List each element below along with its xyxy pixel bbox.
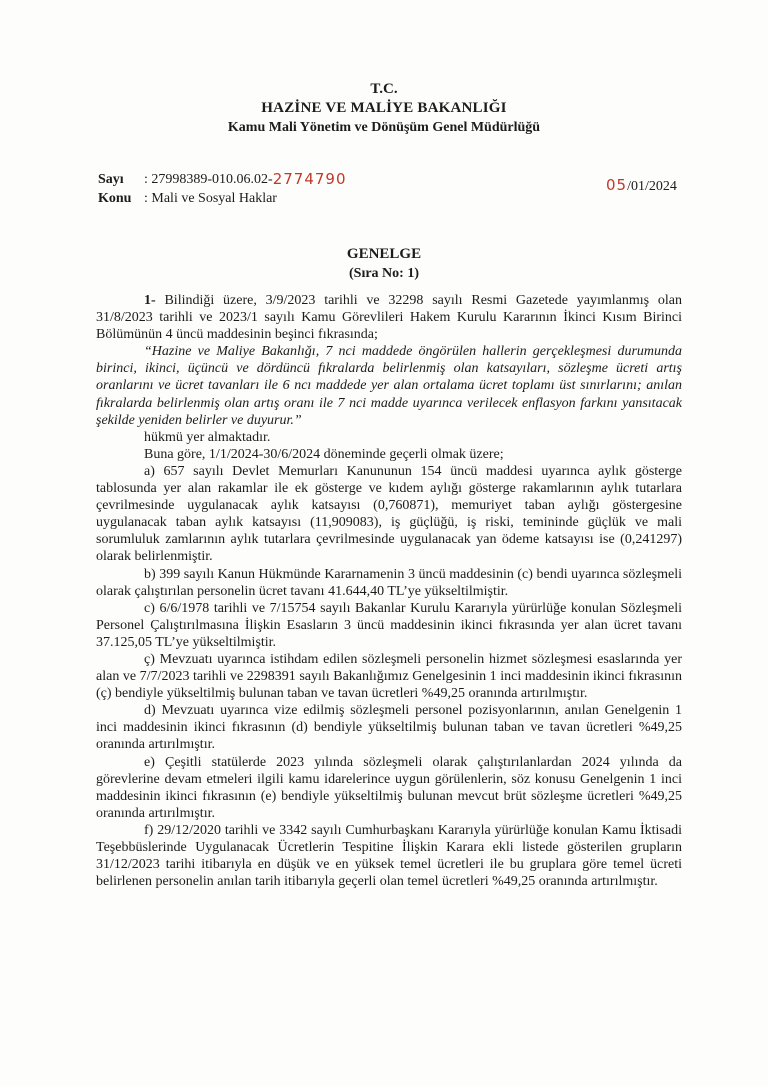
- country-name: T.C.: [370, 81, 398, 97]
- quoted-provision: “Hazine ve Maliye Bakanlığı, 7 nci maddede öngörülen hallerin gerçekleşmesi durumunda birinci, ikinci, üçüncü ve dördüncü fıkralarda belirlenmiş olan katsayıları, sözleşme ücreti artış oranlarını ve ücret tavanları ile 6 ncı maddede yer alan ortalama ücret toplamı üst sınırlarını; anılan fıkralarda belirlenmiş olan artış oranı ile 7 nci madde uyarınca verilecek enflasyon farkını yansıtacak şekilde yeniden belirler ve duyurur.”: [96, 344, 682, 428]
- item-f: f) 29/12/2020 tarihli ve 3342 sayılı Cumhurbaşkanı Kararıyla yürürlüğe konulan Kamu İktisadi Teşebbüslerinde Uygulanacak Ücretlerin Tespitine İlişkin Karara ekli listede gösterilen grupların 31/12/2023 tarihi itibarıyla en düşük ve en yüksek temel ücretleri ile bu gruplara göre temel ücreti belirlenen personelin anılan tarih itibarıyla geçerli olan temel ücretleri %49,25 oranında artırılmıştır.: [96, 822, 682, 890]
- document-date: [606, 176, 677, 195]
- item-d: d) Mevzuatı uyarınca vize edilmiş sözleşmeli personel pozisyonlarının, anılan Genelgenin 1 inci maddesinin ikinci fıkrasının (d) bendiyle yükseltilmiş bulunan taban ve tavan ücretleri %49,25 oranında artırılmıştır.: [96, 703, 682, 753]
- item-c-cedilla: ç) Mevzuatı uyarınca istihdam edilen sözleşmeli personelin hizmet sözleşmesi esaslarında yer alan ve 7/7/2023 tarihli ve 2298391 sayılı Bakanlığımız Genelgesinin 1 inci maddesinin ikinci fıkrasının (ç) bendiyle yükseltilmiş bulunan taban ve tavan ücretleri %49,25 oranında artırılmıştır.: [96, 651, 682, 702]
- konu-value: : Mali ve Sosyal Haklar: [144, 191, 277, 206]
- item-e: e) Çeşitli statülerde 2023 yılında sözleşmeli olarak çalıştırılanlardan 2024 yılında da görevlerine devam etmeleri ilgili kamu idarelerince uygun görülenlerin, söz konusu Genelgenin 1 inci maddesinin ikinci fıkrasının (e) bendiyle yükseltilmiş bulunan mevcut brüt sözleşme ücretleri %49,25 oranında artırılmıştır.: [96, 754, 682, 821]
- ministry-name: HAZİNE VE MALİYE BAKANLIĞI: [261, 100, 507, 116]
- directorate-name: Kamu Mali Yönetim ve Dönüşüm Genel Müdürlüğü: [227, 120, 541, 135]
- date-day-handwritten: 05: [606, 176, 628, 194]
- date-rest: /01/2024: [627, 179, 677, 194]
- sayi-row: [98, 170, 688, 189]
- document-body: [96, 292, 682, 890]
- konu-label: Konu: [98, 191, 132, 206]
- konu-row: [98, 189, 688, 208]
- letterhead: [0, 80, 768, 137]
- document-meta: [98, 170, 688, 208]
- paragraph-3: Buna göre, 1/1/2024-30/6/2024 döneminde geçerli olmak üzere;: [144, 446, 504, 462]
- paragraph-1-text: Bilindiği üzere, 3/9/2023 tarihli ve 32298 sayılı Resmi Gazetede yayımlanmış olan 31/8/2023 tarihli ve 2023/1 sayılı Kamu Görevlileri Hakem Kurulu Kararının İkinci Kısım Birinci Bölümünün 4 üncü maddesinin beşinci fıkrasında;: [96, 293, 682, 343]
- sayi-value: : 27998389-010.06.02-: [144, 172, 273, 187]
- item-c: c) 6/6/1978 tarihli ve 7/15754 sayılı Bakanlar Kurulu Kararıyla yürürlüğe konulan Sözleşmeli Personel Çalıştırılmasına İlişkin Esasların 3 üncü maddesinin ikinci fıkrasında yer alan ücret tavanı 37.125,05 TL’ye yükseltilmiştir.: [96, 600, 682, 650]
- sayi-label: Sayı: [98, 172, 124, 187]
- document-title: [0, 244, 768, 284]
- paragraph-number: 1-: [144, 293, 156, 308]
- item-b: b) 399 sayılı Kanun Hükmünde Kararnamenin 3 üncü maddesinin (c) bendi uyarınca sözleşmeli olarak çalıştırılan personelin ücret tavanı 41.644,40 TL’ye yükseltilmiştir.: [96, 566, 682, 599]
- sayi-handwritten-number: 2774790: [272, 170, 347, 188]
- title-sub: (Sıra No: 1): [349, 266, 419, 281]
- item-a: a) 657 sayılı Devlet Memurları Kanununun 154 üncü maddesi uyarınca aylık gösterge tablosunda yer alan rakamlar ile ek gösterge ve kıdem aylığı gösterge rakamlarının aylık tutarlara çevrilmesinde uygulanacak aylık katsayısı (0,760871), memuriyet taban aylığı göstergesine uygulanacak taban aylık katsayısı (11,909083), iş güçlüğü, iş riski, temininde güçlük ve mali sorumluluk zamlarının aylık tutarlara çevrilmesinde uygulanacak yan ödeme katsayısı ise (0,241297) olarak belirlenmiştir.: [96, 463, 682, 565]
- paragraph-1: [96, 292, 682, 343]
- title-main: GENELGE: [346, 246, 422, 262]
- paragraph-2: hükmü yer almaktadır.: [144, 429, 271, 445]
